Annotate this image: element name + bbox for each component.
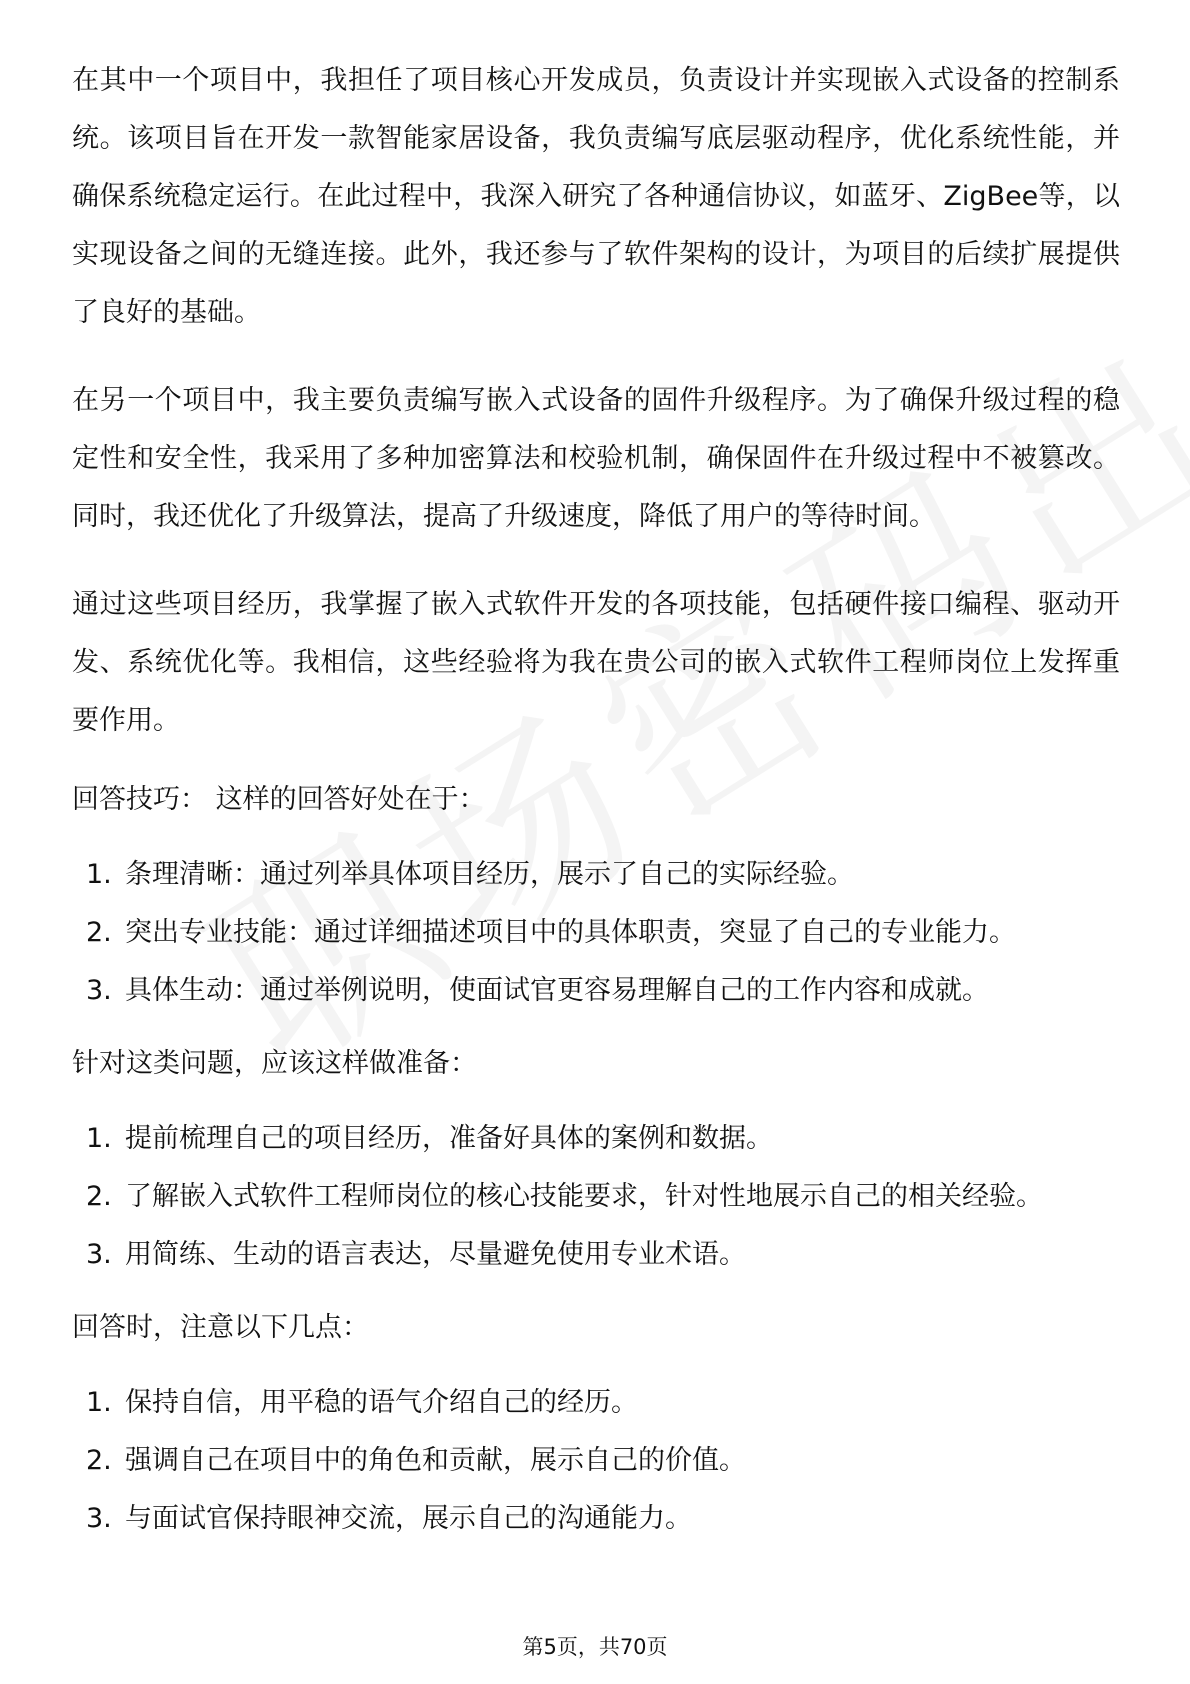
document-body	[72, 52, 1120, 1572]
list-number: 3.	[86, 1239, 112, 1270]
list-item-text: 具体生动：通过举例说明，使面试官更容易理解自己的工作内容和成就。	[125, 975, 989, 1006]
list-item	[72, 1236, 1120, 1274]
page-footer	[0, 1633, 1190, 1661]
notes-list	[72, 1384, 1120, 1538]
list-item	[72, 1120, 1120, 1158]
list-number: 2.	[86, 917, 112, 948]
paragraph-summary: 通过这些项目经历，我掌握了嵌入式软件开发的各项技能，包括硬件接口编程、驱动开发、系统优化等。我相信，这些经验将为我在贵公司的嵌入式软件工程师岗位上发挥重要作用。	[72, 589, 1120, 736]
preparation-list	[72, 1120, 1120, 1274]
section-heading-tips: 回答技巧： 这样的回答好处在于：	[72, 784, 486, 815]
paragraph-project-one: 在其中一个项目中，我担任了项目核心开发成员，负责设计并实现嵌入式设备的控制系统。该项目旨在开发一款智能家居设备，我负责编写底层驱动程序，优化系统性能，并确保系统稳定运行。在此过程中，我深入研究了各种通信协议，如蓝牙、ZigBee等，以实现设备之间的无缝连接。此外，我还参与了软件架构的设计，为项目的后续扩展提供了良好的基础。	[72, 65, 1120, 328]
page-number: 第5页，共70页	[522, 1635, 668, 1659]
list-item-text: 突出专业技能：通过详细描述项目中的具体职责，突显了自己的专业能力。	[125, 917, 1016, 948]
list-item-text: 用简练、生动的语言表达，尽量避免使用专业术语。	[125, 1239, 746, 1270]
list-number: 2.	[86, 1445, 112, 1476]
list-item	[72, 972, 1120, 1010]
list-item-text: 提前梳理自己的项目经历，准备好具体的案例和数据。	[125, 1123, 773, 1154]
list-item-text: 强调自己在项目中的角色和贡献，展示自己的价值。	[125, 1445, 746, 1476]
section-heading-notes: 回答时，注意以下几点：	[72, 1312, 369, 1343]
list-item	[72, 1384, 1120, 1422]
list-item-text: 条理清晰：通过列举具体项目经历，展示了自己的实际经验。	[125, 859, 854, 890]
list-number: 3.	[86, 1503, 112, 1534]
list-number: 1.	[86, 1123, 112, 1154]
list-item	[72, 1442, 1120, 1480]
list-item-text: 了解嵌入式软件工程师岗位的核心技能要求，针对性地展示自己的相关经验。	[125, 1181, 1043, 1212]
section-heading-preparation: 针对这类问题，应该这样做准备：	[72, 1048, 477, 1079]
list-item	[72, 914, 1120, 952]
list-item-text: 与面试官保持眼神交流，展示自己的沟通能力。	[125, 1503, 692, 1534]
paragraph-project-two: 在另一个项目中，我主要负责编写嵌入式设备的固件升级程序。为了确保升级过程的稳定性和安全性，我采用了多种加密算法和校验机制，确保固件在升级过程中不被篡改。同时，我还优化了升级算法，提高了升级速度，降低了用户的等待时间。	[72, 385, 1120, 532]
list-item-text: 保持自信，用平稳的语气介绍自己的经历。	[125, 1387, 638, 1418]
list-item	[72, 856, 1120, 894]
list-number: 3.	[86, 975, 112, 1006]
list-item	[72, 1178, 1120, 1216]
tips-list	[72, 856, 1120, 1010]
list-number: 1.	[86, 859, 112, 890]
list-number: 2.	[86, 1181, 112, 1212]
list-number: 1.	[86, 1387, 112, 1418]
list-item	[72, 1500, 1120, 1538]
